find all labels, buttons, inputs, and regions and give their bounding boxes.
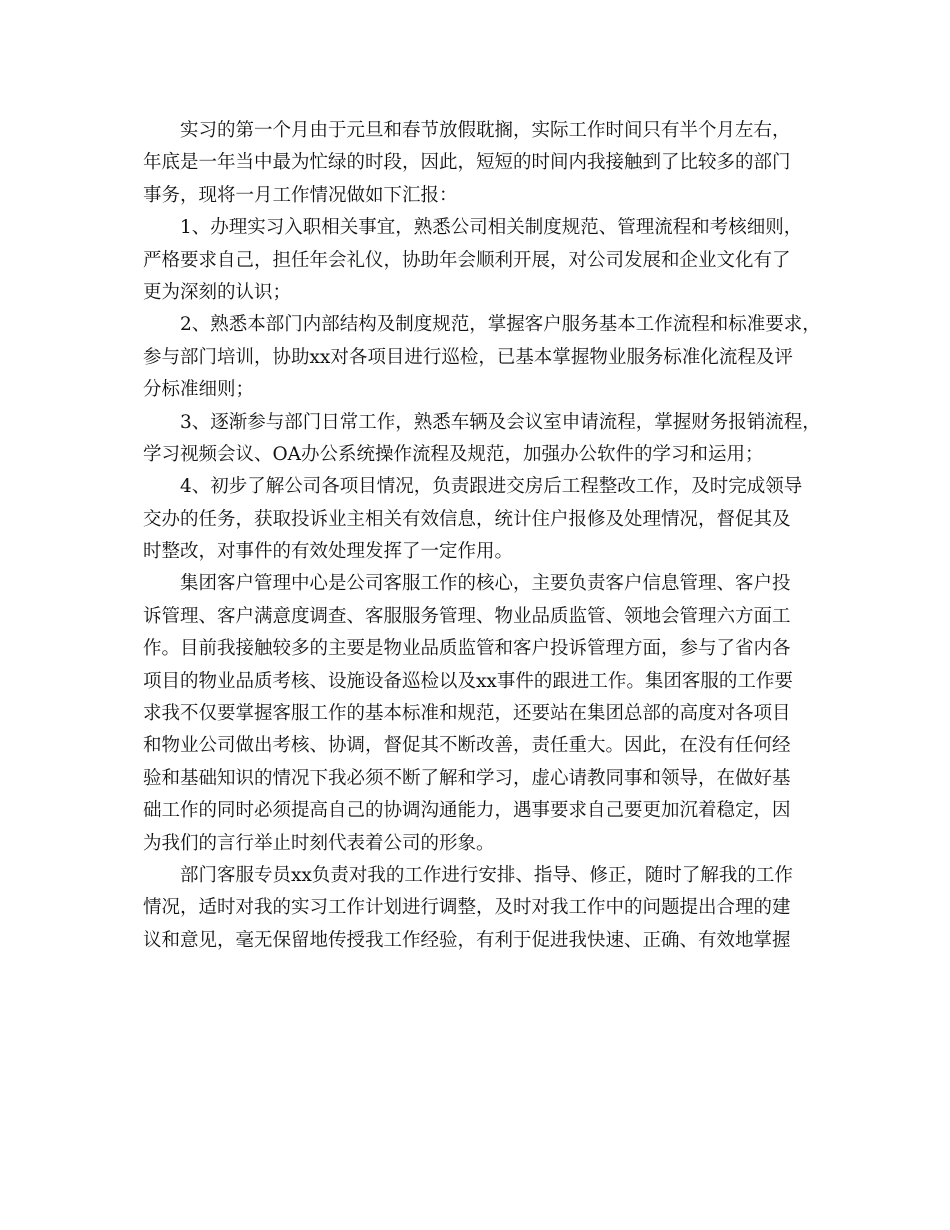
- paragraph-line: 更为深刻的认识；: [143, 281, 292, 303]
- paragraph-line: 验和基础知识的情况下我必须不断了解和学习，虚心请教同事和领导，在做好基: [143, 767, 791, 789]
- paragraph-line: 分标准细则；: [143, 379, 255, 401]
- paragraph-line: 严格要求自己，担任年会礼仪，协助年会顺利开展，对公司发展和企业文化有了: [143, 249, 791, 271]
- paragraph-line: 3、逐渐参与部门日常工作，熟悉车辆及会议室申请流程，掌握财务报销流程，: [180, 411, 821, 433]
- paragraph-line: 交办的任务，获取投诉业主相关有效信息，统计住户报修及处理情况，督促其及: [143, 508, 791, 530]
- paragraph-line: 和物业公司做出考核、协调，督促其不断改善，责任重大。因此，在没有任何经: [143, 735, 791, 757]
- paragraph-line: 年底是一年当中最为忙绿的时段，因此，短短的时间内我接触到了比较多的部门: [143, 152, 791, 174]
- paragraph-line: 求我不仅要掌握客服工作的基本标准和规范，还要站在集团总部的高度对各项目: [143, 703, 791, 725]
- paragraph-line: 项目的物业品质考核、设施设备巡检以及xx事件的跟进工作。集团客服的工作要: [143, 670, 793, 692]
- paragraph-line: 1、办理实习入职相关事宜，熟悉公司相关制度规范、管理流程和考核细则，: [180, 217, 803, 239]
- paragraph-line: 作。目前我接触较多的主要是物业品质监管和客户投诉管理方面，参与了省内各: [143, 638, 791, 660]
- paragraph-line: 事务，现将一月工作情况做如下汇报：: [143, 184, 458, 206]
- document-body: [143, 115, 821, 957]
- paragraph-line: 议和意见，毫无保留地传授我工作经验，有利于促进我快速、正确、有效地掌握: [143, 929, 791, 951]
- paragraph-line: 诉管理、客户满意度调查、客服服务管理、物业品质监管、领地会管理六方面工: [143, 605, 791, 627]
- paragraph-line: 实习的第一个月由于元旦和春节放假耽搁，实际工作时间只有半个月左右，: [180, 120, 791, 141]
- paragraph-line: 部门客服专员xx负责对我的工作进行安排、指导、修正，随时了解我的工作: [180, 864, 793, 886]
- paragraph-line: 础工作的同时必须提高自己的协调沟通能力，遇事要求自己要更加沉着稳定，因: [143, 800, 791, 822]
- paragraph-line: 时整改，对事件的有效处理发挥了一定作用。: [143, 541, 514, 563]
- paragraph-line: 4、初步了解公司各项目情况，负责跟进交房后工程整改工作，及时完成领导: [180, 476, 803, 498]
- paragraph-line: 2、熟悉本部门内部结构及制度规范，掌握客户服务基本工作流程和标准要求，: [180, 314, 821, 336]
- paragraph-line: 参与部门培训，协助xx对各项目进行巡检，已基本掌握物业服务标准化流程及评: [143, 346, 793, 368]
- paragraph-line: 情况，适时对我的实习工作计划进行调整，及时对我工作中的问题提出合理的建: [143, 897, 791, 919]
- paragraph-line: 集团客户管理中心是公司客服工作的核心，主要负责客户信息管理、客户投: [180, 573, 791, 595]
- paragraph-line: 学习视频会议、OA办公系统操作流程及规范，加强办公软件的学习和运用；: [143, 443, 764, 465]
- paragraph-line: 为我们的言行举止时刻代表着公司的形象。: [143, 832, 495, 854]
